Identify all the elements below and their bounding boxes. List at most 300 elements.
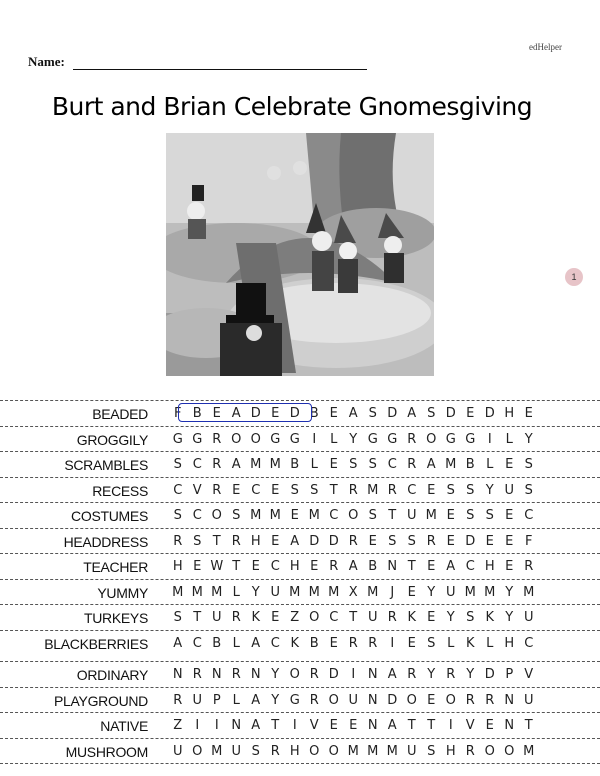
- grid-letter: R: [231, 667, 241, 682]
- grid-letter: E: [505, 508, 514, 523]
- grid-letter: C: [192, 635, 202, 651]
- grid-letter: A: [348, 406, 358, 421]
- letter-sequence: [168, 483, 539, 498]
- grid-letter: A: [231, 457, 241, 472]
- grid-letter: Y: [427, 667, 436, 682]
- grid-letter: L: [310, 457, 318, 472]
- grid-letter: M: [367, 584, 379, 600]
- grid-letter: U: [192, 692, 202, 708]
- grid-letter: O: [328, 692, 339, 708]
- grid-letter: Y: [466, 667, 475, 682]
- grid-letter: E: [310, 559, 319, 574]
- puzzle-row: [0, 451, 600, 477]
- puzzle-row: [0, 630, 600, 656]
- letter-sequence: [168, 559, 539, 574]
- grid-letter: R: [270, 743, 280, 759]
- grid-letter: E: [193, 559, 202, 574]
- grid-letter: C: [524, 635, 534, 651]
- grid-letter: A: [446, 559, 456, 574]
- grid-letter: U: [270, 584, 280, 600]
- grid-letter: S: [349, 457, 358, 472]
- grid-letter: S: [232, 508, 241, 523]
- grid-letter: M: [523, 743, 535, 759]
- grid-letter: E: [505, 533, 514, 549]
- grid-letter: D: [445, 406, 456, 421]
- grid-letter: I: [292, 718, 297, 733]
- grid-letter: G: [270, 431, 281, 447]
- grid-letter: A: [251, 635, 261, 651]
- grid-letter: R: [387, 610, 397, 625]
- grid-letter: S: [427, 743, 436, 759]
- letter-sequence: [168, 508, 539, 523]
- grid-letter: O: [289, 667, 300, 682]
- grid-letter: U: [348, 692, 358, 708]
- grid-letter: O: [309, 610, 320, 625]
- grid-letter: N: [250, 667, 261, 682]
- name-line: [73, 57, 367, 70]
- grid-letter: A: [290, 533, 300, 549]
- grid-letter: L: [505, 431, 513, 447]
- grid-letter: C: [251, 482, 261, 498]
- grid-letter: D: [484, 667, 495, 682]
- grid-letter: M: [308, 584, 320, 600]
- grid-letter: K: [407, 610, 417, 625]
- grid-letter: M: [367, 743, 379, 759]
- grid-letter: S: [173, 610, 182, 625]
- grid-letter: U: [406, 743, 417, 759]
- grid-letter: R: [446, 667, 456, 682]
- grid-letter: E: [329, 635, 338, 651]
- clue-word: BEADED: [92, 406, 148, 422]
- letter-sequence: [168, 718, 539, 733]
- grid-letter: K: [251, 610, 261, 625]
- clue-word: TURKEYS: [83, 610, 148, 626]
- grid-letter: I: [214, 718, 219, 733]
- grid-letter: C: [329, 610, 339, 625]
- grid-letter: S: [368, 508, 377, 523]
- grid-letter: R: [329, 559, 339, 574]
- grid-letter: G: [387, 431, 398, 447]
- gnomes-on-mushrooms-illustration: [166, 133, 434, 376]
- grid-letter: R: [407, 457, 417, 472]
- grid-letter: Z: [290, 610, 300, 625]
- grid-letter: R: [212, 431, 222, 447]
- grid-letter: R: [173, 692, 183, 708]
- grid-letter: H: [172, 559, 183, 574]
- grid-letter: O: [406, 692, 417, 708]
- grid-letter: E: [485, 533, 494, 549]
- grid-letter: A: [426, 457, 436, 472]
- letter-sequence: [168, 667, 539, 682]
- grid-letter: E: [329, 406, 338, 421]
- grid-letter: B: [309, 635, 319, 651]
- grid-letter: H: [289, 743, 300, 759]
- grid-letter: B: [368, 559, 378, 574]
- grid-letter: E: [407, 635, 416, 651]
- grid-letter: B: [192, 406, 202, 421]
- grid-letter: U: [231, 743, 241, 759]
- grid-letter: N: [172, 667, 183, 682]
- grid-letter: A: [407, 406, 417, 421]
- grid-letter: L: [330, 431, 338, 447]
- grid-letter: E: [271, 610, 280, 625]
- grid-letter: L: [486, 457, 494, 472]
- grid-letter: E: [505, 457, 514, 472]
- grid-letter: U: [172, 743, 183, 759]
- clue-word: COSTUMES: [71, 508, 148, 524]
- grid-letter: N: [504, 718, 515, 733]
- grid-letter: I: [351, 667, 356, 682]
- grid-letter: Y: [271, 667, 280, 682]
- found-word-highlight: [178, 403, 312, 422]
- grid-letter: R: [348, 482, 358, 498]
- grid-letter: B: [465, 457, 475, 472]
- grid-letter: G: [172, 431, 183, 447]
- grid-letter: T: [524, 718, 533, 733]
- grid-letter: S: [466, 508, 475, 523]
- clue-word: HEADDRESS: [63, 533, 148, 550]
- grid-letter: M: [523, 584, 535, 600]
- grid-letter: H: [250, 533, 261, 549]
- puzzle-row: [0, 712, 600, 738]
- grid-letter: C: [270, 559, 280, 574]
- grid-letter: E: [446, 533, 455, 549]
- grid-letter: M: [211, 743, 223, 759]
- grid-letter: V: [465, 718, 475, 733]
- puzzle-row: [0, 528, 600, 554]
- grid-letter: A: [387, 667, 397, 682]
- grid-letter: R: [309, 692, 319, 708]
- grid-letter: Y: [251, 584, 260, 600]
- grid-letter: T: [427, 718, 436, 733]
- grid-letter: O: [328, 743, 339, 759]
- grid-letter: M: [464, 584, 476, 600]
- grid-letter: A: [251, 718, 261, 733]
- grid-letter: M: [425, 508, 437, 523]
- grid-letter: M: [289, 584, 301, 600]
- grid-letter: C: [173, 482, 183, 498]
- grid-letter: M: [328, 584, 340, 600]
- grid-letter: S: [388, 533, 397, 549]
- grid-letter: U: [445, 584, 456, 600]
- grid-letter: S: [485, 508, 494, 523]
- grid-letter: L: [232, 692, 240, 708]
- grid-letter: S: [251, 743, 260, 759]
- grid-letter: T: [349, 610, 358, 625]
- grid-letter: E: [251, 559, 260, 574]
- grid-letter: R: [465, 743, 475, 759]
- grid-letter: Y: [505, 610, 514, 625]
- grid-letter: S: [290, 482, 299, 498]
- grid-letter: S: [427, 406, 436, 421]
- grid-letter: E: [427, 559, 436, 574]
- grid-letter: D: [328, 533, 339, 549]
- grid-letter: Y: [446, 610, 455, 625]
- puzzle-row: [0, 579, 600, 605]
- grid-letter: M: [250, 457, 262, 472]
- grid-letter: S: [466, 610, 475, 625]
- grid-letter: T: [329, 482, 338, 498]
- grid-letter: G: [367, 431, 378, 447]
- grid-letter: C: [465, 559, 475, 574]
- grid-letter: Y: [271, 692, 280, 708]
- grid-letter: S: [466, 482, 475, 498]
- grid-letter: R: [348, 533, 358, 549]
- grid-letter: E: [212, 406, 221, 421]
- grid-letter: U: [211, 610, 222, 625]
- grid-letter: R: [465, 692, 475, 708]
- grid-letter: I: [195, 718, 200, 733]
- grid-letter: U: [504, 482, 514, 498]
- grid-letter: C: [192, 508, 202, 523]
- grid-letter: O: [445, 692, 456, 708]
- puzzle-row: [0, 738, 600, 765]
- grid-letter: S: [407, 533, 416, 549]
- grid-letter: J: [390, 584, 395, 600]
- grid-letter: A: [173, 635, 183, 651]
- puzzle-row: [0, 400, 600, 426]
- grid-letter: S: [173, 457, 182, 472]
- grid-letter: E: [349, 718, 358, 733]
- grid-letter: N: [367, 718, 378, 733]
- grid-letter: C: [270, 635, 280, 651]
- letter-sequence: [168, 693, 539, 708]
- grid-letter: E: [232, 482, 241, 498]
- grid-letter: O: [426, 431, 437, 447]
- grid-letter: R: [524, 559, 534, 574]
- grid-letter: N: [367, 667, 378, 682]
- grid-letter: R: [173, 533, 183, 549]
- grid-letter: L: [447, 635, 455, 651]
- grid-letter: S: [193, 533, 202, 549]
- grid-letter: T: [407, 559, 416, 574]
- word-search-puzzle: [0, 400, 600, 764]
- letter-sequence: [168, 534, 539, 549]
- grid-letter: N: [231, 718, 242, 733]
- grid-letter: H: [504, 635, 515, 651]
- grid-letter: D: [387, 692, 398, 708]
- clue-word: TEACHER: [83, 559, 148, 575]
- grid-letter: C: [407, 482, 417, 498]
- grid-letter: R: [485, 692, 495, 708]
- grid-letter: E: [505, 559, 514, 574]
- grid-letter: R: [407, 667, 417, 682]
- grid-letter: A: [231, 406, 241, 421]
- grid-letter: I: [390, 635, 395, 651]
- grid-letter: S: [524, 482, 533, 498]
- clue-word: NATIVE: [100, 718, 148, 734]
- grid-letter: F: [174, 406, 182, 421]
- grid-letter: Y: [349, 431, 358, 447]
- grid-letter: H: [289, 559, 300, 574]
- clue-word: RECESS: [92, 482, 148, 499]
- grid-letter: E: [271, 482, 280, 498]
- grid-letter: O: [231, 431, 242, 447]
- grid-letter: E: [446, 508, 455, 523]
- grid-letter: D: [465, 533, 476, 549]
- page-number-badge: 1: [565, 268, 583, 286]
- letter-sequence: [168, 636, 539, 651]
- clue-word: GROGGILY: [76, 431, 148, 448]
- grid-letter: N: [387, 559, 398, 574]
- grid-letter: K: [465, 635, 475, 651]
- grid-letter: F: [525, 533, 533, 549]
- grid-letter: O: [250, 431, 261, 447]
- grid-letter: L: [232, 635, 240, 651]
- grid-letter: K: [290, 635, 300, 651]
- grid-letter: Y: [505, 584, 514, 600]
- grid-letter: M: [347, 743, 359, 759]
- grid-letter: C: [387, 457, 397, 472]
- grid-letter: N: [367, 692, 378, 708]
- grid-letter: Z: [173, 718, 183, 733]
- grid-letter: T: [407, 718, 416, 733]
- page-title: Burt and Brian Celebrate Gnomesgiving: [51, 92, 533, 121]
- grid-letter: R: [387, 482, 397, 498]
- name-row: [28, 54, 367, 70]
- grid-letter: R: [192, 667, 202, 682]
- grid-letter: D: [328, 667, 339, 682]
- grid-letter: E: [329, 718, 338, 733]
- grid-letter: R: [309, 667, 319, 682]
- grid-letter: K: [485, 610, 495, 625]
- clue-word: SCRAMBLES: [64, 457, 148, 473]
- grid-letter: R: [231, 533, 241, 549]
- grid-letter: U: [367, 610, 378, 625]
- grid-letter: X: [348, 584, 358, 600]
- grid-letter: M: [367, 482, 379, 498]
- grid-letter: E: [524, 406, 533, 421]
- grid-letter: E: [329, 457, 338, 472]
- grid-letter: G: [465, 431, 476, 447]
- grid-letter: P: [212, 692, 221, 708]
- letter-sequence: [168, 432, 539, 447]
- grid-letter: S: [427, 635, 436, 651]
- grid-letter: W: [210, 559, 224, 574]
- grid-letter: D: [289, 406, 300, 421]
- grid-letter: M: [445, 457, 457, 472]
- letter-sequence: [168, 585, 539, 600]
- grid-letter: E: [485, 718, 494, 733]
- grid-letter: G: [289, 431, 300, 447]
- grid-letter: S: [446, 482, 455, 498]
- grid-letter: D: [250, 406, 261, 421]
- grid-letter: C: [329, 508, 339, 523]
- grid-letter: V: [309, 718, 319, 733]
- grid-letter: V: [192, 482, 202, 498]
- grid-letter: N: [504, 692, 515, 708]
- name-label: Name:: [28, 54, 65, 69]
- grid-letter: U: [406, 508, 417, 523]
- letter-sequence: [168, 744, 539, 759]
- grid-letter: B: [290, 457, 300, 472]
- grid-letter: G: [445, 431, 456, 447]
- grid-letter: A: [348, 559, 358, 574]
- grid-letter: T: [212, 533, 221, 549]
- clue-word: ORDINARY: [76, 667, 148, 683]
- grid-letter: O: [504, 743, 515, 759]
- grid-letter: E: [271, 406, 280, 421]
- grid-letter: A: [251, 692, 261, 708]
- grid-letter: V: [524, 667, 534, 682]
- grid-letter: Y: [485, 482, 494, 498]
- grid-letter: T: [193, 610, 202, 625]
- grid-letter: M: [211, 584, 223, 600]
- clue-word: YUMMY: [97, 584, 148, 601]
- grid-letter: A: [387, 718, 397, 733]
- grid-letter: C: [192, 457, 202, 472]
- grid-letter: R: [212, 457, 222, 472]
- grid-letter: E: [271, 533, 280, 549]
- grid-letter: M: [191, 584, 203, 600]
- grid-letter: E: [290, 508, 299, 523]
- puzzle-row: [0, 661, 600, 687]
- clue-word: PLAYGROUND: [54, 692, 148, 709]
- grid-letter: Y: [524, 431, 533, 447]
- grid-letter: D: [484, 406, 495, 421]
- clue-word: BLACKBERRIES: [44, 635, 148, 652]
- grid-letter: E: [407, 584, 416, 600]
- brand-label: edHelper: [529, 42, 562, 52]
- grid-letter: G: [192, 431, 203, 447]
- grid-letter: G: [289, 692, 300, 708]
- grid-letter: P: [505, 667, 514, 682]
- grid-letter: S: [524, 457, 533, 472]
- grid-letter: C: [524, 508, 534, 523]
- puzzle-row: [0, 477, 600, 503]
- grid-letter: U: [523, 610, 534, 625]
- grid-letter: R: [368, 635, 378, 651]
- grid-letter: M: [308, 508, 320, 523]
- puzzle-row: [0, 553, 600, 579]
- grid-letter: S: [310, 482, 319, 498]
- grid-letter: R: [407, 431, 417, 447]
- grid-letter: T: [232, 559, 241, 574]
- grid-letter: H: [484, 559, 495, 574]
- grid-letter: H: [504, 406, 515, 421]
- grid-letter: L: [232, 584, 240, 600]
- grid-letter: D: [309, 533, 320, 549]
- grid-letter: T: [388, 508, 397, 523]
- grid-letter: B: [212, 635, 222, 651]
- grid-letter: O: [484, 743, 495, 759]
- grid-letter: O: [211, 508, 222, 523]
- grid-letter: R: [231, 610, 241, 625]
- grid-letter: R: [348, 635, 358, 651]
- puzzle-row: [0, 687, 600, 713]
- grid-letter: I: [487, 431, 492, 447]
- grid-letter: T: [271, 718, 280, 733]
- grid-letter: I: [312, 431, 317, 447]
- grid-letter: M: [386, 743, 398, 759]
- letter-sequence: [168, 457, 539, 472]
- grid-letter: N: [211, 667, 222, 682]
- grid-letter: E: [427, 692, 436, 708]
- grid-letter: O: [309, 743, 320, 759]
- grid-letter: O: [348, 508, 359, 523]
- grid-letter: M: [269, 457, 281, 472]
- grid-letter: E: [368, 533, 377, 549]
- puzzle-row: [0, 502, 600, 528]
- grid-letter: S: [368, 406, 377, 421]
- grid-letter: S: [173, 508, 182, 523]
- puzzle-row: [0, 426, 600, 452]
- letter-sequence: [168, 610, 539, 625]
- grid-letter: E: [466, 406, 475, 421]
- grid-letter: Y: [427, 584, 436, 600]
- grid-letter: M: [172, 584, 184, 600]
- grid-letter: R: [212, 482, 222, 498]
